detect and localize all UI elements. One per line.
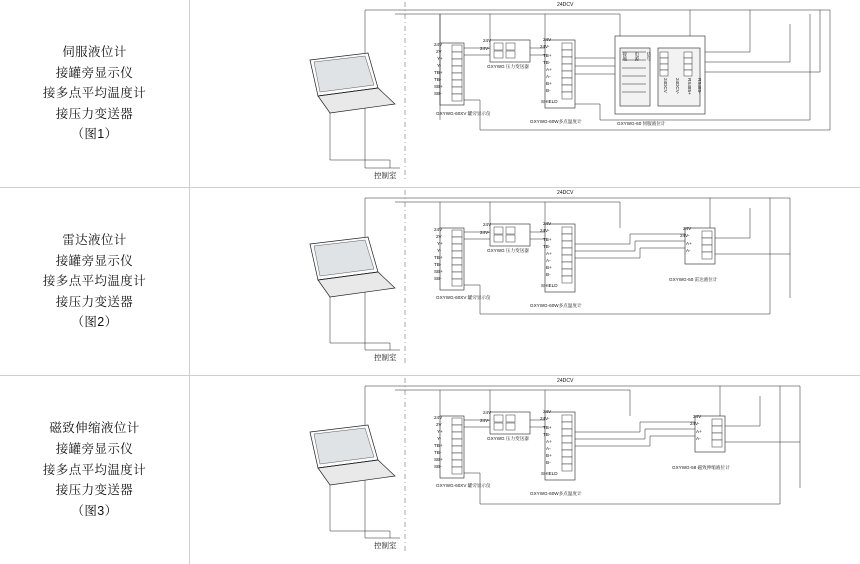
terminal-label: A+ — [546, 67, 552, 72]
terminal-label: A- — [546, 446, 551, 451]
figure-label-line: 雷达液位计 — [62, 232, 127, 247]
table-row — [0, 0, 860, 188]
device-name-radar: GXYWG-50 雷达液位计 — [669, 277, 718, 282]
wiring-schematic-1 — [190, 0, 860, 187]
terminal-label: 24V- — [540, 228, 550, 233]
terminal-label: TB- — [434, 77, 442, 82]
terminal-label: 24V — [483, 222, 492, 227]
shield-note: SHIELD — [541, 283, 558, 288]
terminal-label: SB- — [434, 276, 442, 281]
terminal-label: 2V — [436, 422, 442, 427]
figure-label-line: 接多点平均温度计 — [42, 462, 147, 477]
power-label: 24DCV — [557, 378, 574, 384]
device-name-pressure: GXYWG 压力变送器 — [487, 436, 529, 441]
terminal-label: 24V — [693, 414, 702, 419]
figure-label-line: 接压力变送器 — [55, 483, 134, 498]
table-row — [0, 376, 860, 564]
figure-label-cell-2 — [0, 188, 190, 375]
servo-label-power: 电源 — [634, 52, 640, 62]
figure-diagram-3 — [190, 376, 860, 564]
terminal-label: 24V — [434, 227, 443, 232]
terminal-label: 2V — [436, 49, 442, 54]
device-name-servo: GXYWG-60 伺服液位计 — [617, 121, 666, 126]
power-label: 24DCV — [557, 190, 574, 196]
terminal-label: 24V- — [480, 418, 490, 423]
terminal-label: RS485+ — [686, 78, 692, 95]
terminal-block-tank-display-1 — [440, 43, 464, 105]
terminal-label: A+ — [696, 429, 702, 434]
terminal-label: 24V- — [540, 44, 550, 49]
terminal-block-tank-display-2 — [440, 228, 464, 290]
terminal-label: B+ — [546, 453, 552, 458]
servo-label-ground: 接地 — [622, 52, 628, 62]
terminal-label: TB+ — [543, 425, 552, 430]
terminal-label: 24V — [543, 221, 552, 226]
terminal-label: SB+ — [434, 269, 443, 274]
figure-label-line: 接多点平均温度计 — [42, 274, 147, 289]
terminal-label: 24V — [483, 410, 492, 415]
terminal-label: 24V — [434, 415, 443, 420]
figure-label-line: 接罐旁显示仪 — [55, 253, 134, 268]
figure-label-line: 伺服液位计 — [62, 44, 127, 59]
terminal-label: A- — [546, 258, 551, 263]
figure-label-line: 接多点平均温度计 — [42, 86, 147, 101]
device-name-pressure: GXYWG 压力变送器 — [487, 248, 529, 253]
shield-note: SHIELD — [541, 99, 558, 104]
figure-diagram-2 — [190, 188, 860, 375]
figure-label-line: 接罐旁显示仪 — [55, 65, 134, 80]
figure-label-line: （图2） — [71, 315, 118, 330]
terminal-label: A- — [686, 248, 691, 253]
terminal-label: A+ — [546, 251, 552, 256]
laptop-icon — [310, 53, 395, 113]
terminal-label: TB+ — [543, 53, 552, 58]
figure-label-line: 接罐旁显示仪 — [55, 442, 134, 457]
laptop-icon — [310, 425, 395, 485]
terminal-label: A+ — [686, 241, 692, 246]
terminal-label: 24V- — [690, 421, 700, 426]
terminal-label: TB+ — [434, 70, 443, 75]
terminal-label: Y+ — [437, 241, 443, 246]
terminal-label: SB- — [434, 91, 442, 96]
figure-label-3 — [43, 418, 146, 521]
device-name-temperature: GXYWG-60W多点温度计 — [530, 119, 582, 124]
figure-label-line: （图1） — [71, 127, 118, 142]
control-room-label: 控制室 — [374, 353, 397, 362]
shield-note: SHIELD — [541, 471, 558, 476]
terminal-label: 24DCV — [662, 78, 668, 93]
terminal-label: B+ — [546, 81, 552, 86]
terminal-label: B- — [546, 272, 551, 277]
terminal-label: Y+ — [437, 56, 443, 61]
terminal-label: Y- — [437, 436, 442, 441]
terminal-label: TB+ — [543, 237, 552, 242]
terminal-label: B- — [546, 460, 551, 465]
servo-label-signal: 信号 — [646, 52, 652, 62]
device-name-temperature: GXYWG-60W多点温度计 — [530, 491, 582, 496]
terminal-label: Y+ — [437, 429, 443, 434]
figure-label-cell-3 — [0, 376, 190, 564]
figure-label-1 — [43, 42, 146, 145]
terminal-label: 24DCV- — [674, 78, 680, 95]
figure-label-line: （图3） — [71, 503, 118, 518]
terminal-label: 2V — [436, 234, 442, 239]
terminal-label: Y- — [437, 63, 442, 68]
table-row — [0, 188, 860, 376]
terminal-label: Y- — [437, 248, 442, 253]
device-name-tank-display: GXYWG-60XV 罐旁显示仪 — [436, 295, 491, 300]
terminal-label: 24V — [683, 226, 692, 231]
device-name-tank-display: GXYWG-60XV 罐旁显示仪 — [436, 483, 491, 488]
terminal-label: RS485- — [696, 78, 702, 94]
terminal-label: TB+ — [434, 255, 443, 260]
terminal-label: 24V- — [480, 46, 490, 51]
wiring-schematic-2 — [190, 188, 860, 375]
figure-label-line: 接压力变送器 — [55, 294, 134, 309]
terminal-label: B- — [546, 88, 551, 93]
device-name-pressure: GXYWG 压力变送器 — [487, 64, 529, 69]
terminal-label: A+ — [546, 439, 552, 444]
terminal-label: 24V — [434, 42, 443, 47]
control-room-label: 控制室 — [374, 541, 397, 550]
terminal-label: 24V — [543, 37, 552, 42]
figure-label-cell-1 — [0, 0, 190, 187]
terminal-label: 24V — [483, 38, 492, 43]
laptop-icon — [310, 237, 395, 297]
terminal-label: TB+ — [434, 443, 443, 448]
terminal-label: TB- — [543, 432, 551, 437]
figure-label-line: 磁致伸缩液位计 — [49, 421, 140, 436]
device-name-magnetostrictive: GXYWG-58 磁致伸缩液位计 — [672, 465, 730, 470]
device-name-temperature: GXYWG-60W多点温度计 — [530, 303, 582, 308]
terminal-label: A- — [696, 436, 701, 441]
terminal-label: TB- — [434, 450, 442, 455]
figure-label-line: 接压力变送器 — [55, 106, 134, 121]
terminal-label: 24V- — [680, 233, 690, 238]
terminal-label: B+ — [546, 265, 552, 270]
terminal-label: 24V- — [480, 230, 490, 235]
terminal-label: SB+ — [434, 84, 443, 89]
terminal-label: A- — [546, 74, 551, 79]
power-label: 24DCV — [557, 2, 574, 8]
terminal-label: SB- — [434, 464, 442, 469]
control-room-label: 控制室 — [374, 171, 397, 180]
terminal-block-tank-display-3 — [440, 416, 464, 478]
terminal-label: SB+ — [434, 457, 443, 462]
terminal-block-pressure-3 — [490, 412, 530, 434]
terminal-label: TB- — [543, 60, 551, 65]
terminal-label: TB- — [543, 244, 551, 249]
terminal-label: 24V- — [540, 416, 550, 421]
terminal-label: 24V — [543, 409, 552, 414]
figure-diagram-1 — [190, 0, 860, 187]
terminal-label: TB- — [434, 262, 442, 267]
terminal-block-pressure-1 — [490, 40, 530, 62]
terminal-block-servo-1 — [615, 36, 705, 114]
terminal-block-pressure-2 — [490, 224, 530, 246]
wiring-schematic-3 — [190, 376, 860, 563]
device-name-tank-display: GXYWG-60XV 罐旁显示仪 — [436, 111, 491, 116]
figure-label-2 — [43, 230, 146, 333]
